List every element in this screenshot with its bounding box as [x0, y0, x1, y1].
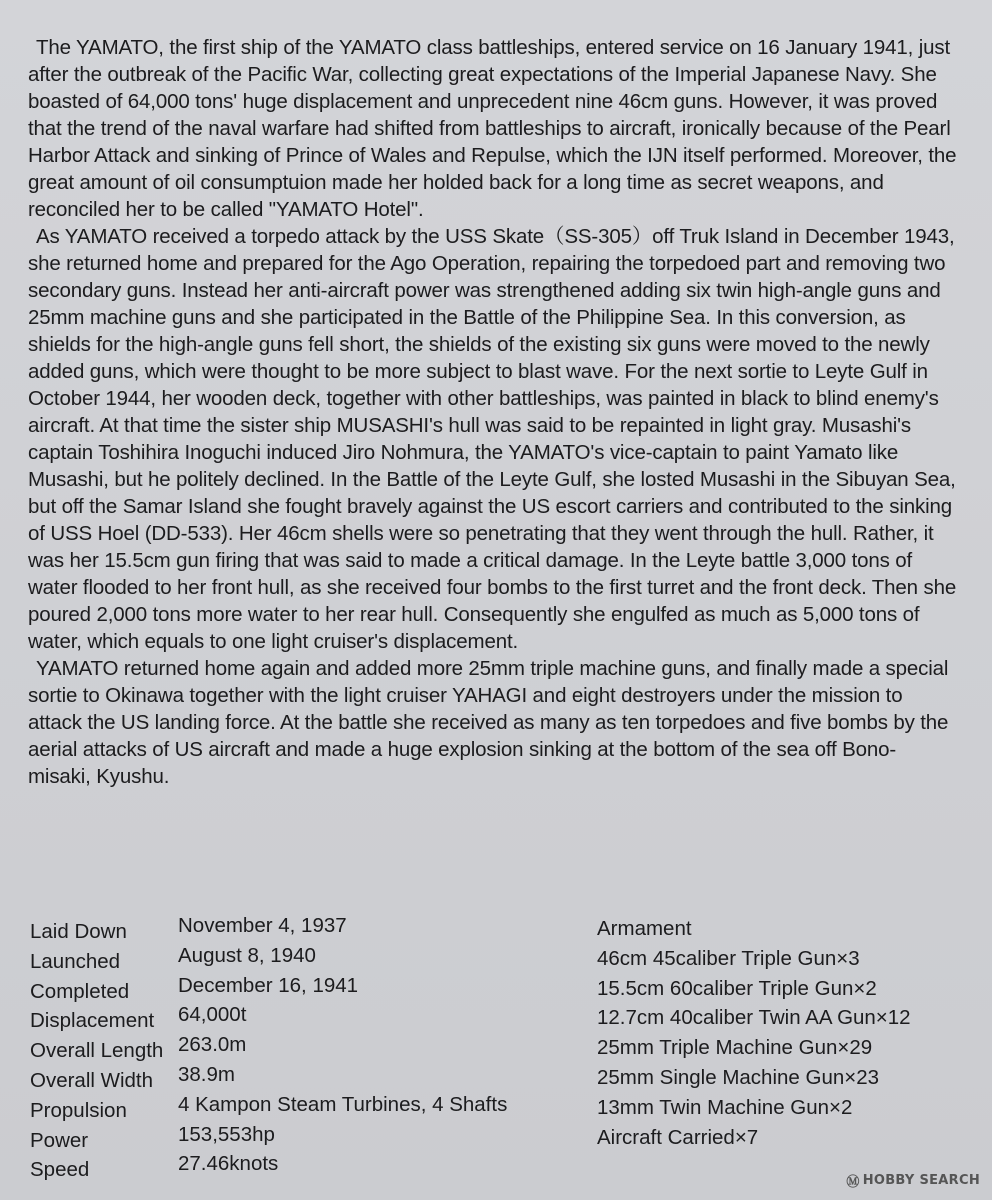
paragraph-3: YAMATO returned home again and added more 25mm triple machine guns, and finally made a special sortie to Okinawa together with the light cruiser YAHAGI and eight destroyers under the mission to attack the US landing force. At the battle she received as many as ten torpedoes and five bombs by the aerial attacks of US aircraft and made a huge explosion sinking at the bottom of the sea off Bono-misaki, Kyushu. — [28, 657, 949, 788]
spec-row-displacement — [30, 1003, 550, 1033]
armament-item: Aircraft Carried×7 — [597, 1125, 759, 1149]
spec-value: 263.0m — [178, 1033, 247, 1057]
spec-label: Completed — [30, 979, 130, 1003]
armament-item: 15.5cm 60caliber Triple Gun×2 — [597, 976, 877, 1000]
spec-value: December 16, 1941 — [178, 973, 359, 997]
spec-value: 27.46knots — [178, 1152, 279, 1176]
spec-row-power — [30, 1123, 550, 1153]
spec-value: 64,000t — [178, 1003, 247, 1027]
spec-row-laid-down — [30, 914, 550, 944]
armament-item: 25mm Triple Machine Gun×29 — [597, 1036, 873, 1060]
hobby-search-logo-icon: Ⓜ — [846, 1175, 860, 1190]
spec-label: Power — [30, 1128, 89, 1152]
spec-value: August 8, 1940 — [178, 943, 316, 967]
spec-label: Displacement — [30, 1009, 155, 1033]
spec-label: Laid Down — [30, 920, 127, 943]
spec-row-overall-length — [30, 1033, 550, 1063]
spec-row-propulsion — [30, 1093, 550, 1123]
spec-value: 4 Kampon Steam Turbines, 4 Shafts — [178, 1092, 508, 1116]
spec-row-overall-width — [30, 1063, 550, 1093]
spec-label: Speed — [30, 1158, 90, 1182]
history-text — [28, 34, 958, 790]
paragraph-2: As YAMATO received a torpedo attack by the USS Skate（SS-305）off Truk Island in December 1943, she returned home and prepared for the Ago Operation, repairing the torpedoed part and removing two secondary guns. Instead her anti-aircraft power was strengthened adding six twin high-angle guns and 25mm machine guns and she participated in the Battle of the Philippine Sea. In this conversion, as shields for the high-angle guns fell short, the shields of the existing six guns were moved to the newly added guns, which were thought to be more subject to blast wave. For the next sortie to Leyte Gulf in October 1944, her wooden deck, together with other battleships, was painted in black to blind enemy's aircraft. At that time the sister ship MUSASHI's hull was said to be repainted in light gray. Musashi's captain Toshihira Inoguchi induced Jiro Nohmura, the YAMATO's vice-captain to paint Yamato like Musashi, but he politely declined. In the Battle of the Leyte Gulf, she losted Musashi in the Sibuyan Sea, but off the Samar Island she fought bravely against the US escort carriers and contributed to the sinking of USS Hoel (DD-533). Her 46cm shells were so penetrating that they went through the hull. Rather, it was her 15.5cm gun firing that was said to made a critical damage. In the Leyte battle 3,000 tons of water flooded to her front hull, as she received four bombs to the first turret and the front deck. Then she poured 2,000 tons more water to her rear hull. Consequently she engulfed as much as 5,000 tons of water, which equals to one light cruiser's displacement. — [28, 225, 957, 653]
armament-item: 46cm 45caliber Triple Gun×3 — [597, 946, 860, 970]
spec-value: November 4, 1937 — [178, 914, 347, 937]
spec-row-launched — [30, 944, 550, 974]
armament-item: 25mm Single Machine Gun×23 — [597, 1065, 880, 1089]
paragraph-1: The YAMATO, the first ship of the YAMATO class battleships, entered service on 16 January 1941, just after the outbreak of the Pacific War, collecting great expectations of the Imperial Japanese Navy. She boasted of 64,000 tons' huge displacement and unprecedent nine 46cm guns. However, it was proved that the trend of the naval warfare had shifted from battleships to aircraft, ironically because of the Pearl Harbor Attack and sinking of Prince of Wales and Repulse, which the IJN itself performed. Moreover, the great amount of oil consumptuion made her holded back for a long time as secret weapons, and reconciled her to be called "YAMATO Hotel". — [28, 36, 957, 221]
spec-label: Launched — [30, 949, 121, 973]
spec-label: Overall Length — [30, 1039, 164, 1063]
armament-heading: Armament — [597, 917, 692, 940]
spec-label: Propulsion — [30, 1098, 127, 1122]
watermark-text: HOBBY SEARCH — [862, 1173, 980, 1188]
spec-value: 153,553hp — [178, 1122, 275, 1146]
spec-row-speed — [30, 1152, 550, 1182]
hobby-search-watermark — [846, 1171, 980, 1190]
armament-item: 13mm Twin Machine Gun×2 — [597, 1095, 853, 1119]
armament-item: 12.7cm 40caliber Twin AA Gun×12 — [597, 1006, 911, 1030]
specifications-table — [30, 914, 550, 1182]
spec-label: Overall Width — [30, 1068, 154, 1092]
spec-value: 38.9m — [178, 1062, 235, 1086]
armament-list — [597, 914, 977, 1152]
spec-row-completed — [30, 974, 550, 1004]
